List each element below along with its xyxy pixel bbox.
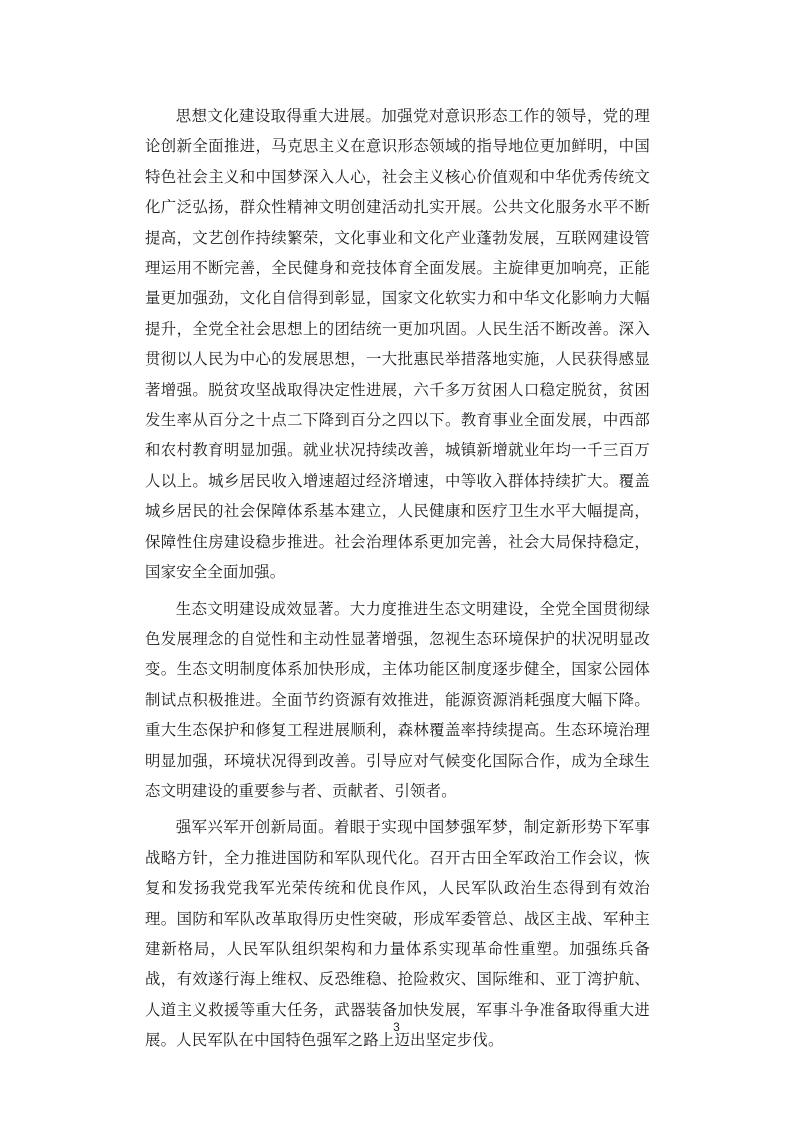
paragraph-ecology: 生态文明建设成效显著。大力度推进生态文明建设，全党全国贯彻绿色发展理念的自觉性和主动性显著增强，忽视生态环境保护的状况明显改变。生态文明制度体系加快形成，主体功能区制度逐步健全，国家公园体制试点积极推进。全面节约资源有效推进，能源资源消耗强度大幅下降。重大生态保护和修复工程进展顺利，森林覆盖率持续提高。生态环境治理明显加强，环境状况得到改善。引导应对气候变化国际合作，成为全球生态文明建设的重要参与者、贡献者、引领者。 — [145, 599, 650, 800]
paragraph-military: 强军兴军开创新局面。着眼于实现中国梦强军梦，制定新形势下军事战略方针，全力推进国防和军队现代化。召开古田全军政治工作会议，恢复和发扬我党我军光荣传统和优良作风，人民军队政治生态得到有效治理。国防和军队改革取得历史性突破，形成军委管总、战区主战、军种主建新格局，人民军队组织架构和力量体系实现革命性重塑。加强练兵备战，有效遂行海上维权、反恐维稳、抢险救灾、国际维和、亚丁湾护航、人道主义救援等重大任务，武器装备加快发展，军事斗争准备取得重大进展。人民军队在中国特色强军之路上迈出坚定步伐。 — [145, 818, 650, 1050]
paragraph-culture-livelihood: 思想文化建设取得重大进展。加强党对意识形态工作的领导，党的理论创新全面推进，马克思主义在意识形态领域的指导地位更加鲜明，中国特色社会主义和中国梦深入人心，社会主义核心价值观和中华优秀传统文化广泛弘扬，群众性精神文明创建活动扎实开展。公共文化服务水平不断提高，文艺创作持续繁荣，文化事业和文化产业蓬勃发展，互联网建设管理运用不断完善，全民健身和竞技体育全面发展。主旋律更加响亮，正能量更加强劲，文化自信得到彰显，国家文化软实力和中华文化影响力大幅提升，全党全社会思想上的团结统一更加巩固。人民生活不断改善。深入贯彻以人民为中心的发展思想，一大批惠民举措落地实施，人民获得感显著增强。脱贫攻坚战取得决定性进展，六千多万贫困人口稳定脱贫，贫困发生率从百分之十点二下降到百分之四以下。教育事业全面发展，中西部和农村教育明显加强。就业状况持续改善，城镇新增就业年均一千三百万人以上。城乡居民收入增速超过经济增速，中等收入群体持续扩大。覆盖城乡居民的社会保障体系基本建立，人民健康和医疗卫生水平大幅提高，保障性住房建设稳步推进。社会治理体系更加完善，社会大局保持稳定，国家安全全面加强。 — [145, 107, 650, 582]
document-body — [145, 101, 650, 1062]
page-number: 3 — [393, 1020, 400, 1034]
